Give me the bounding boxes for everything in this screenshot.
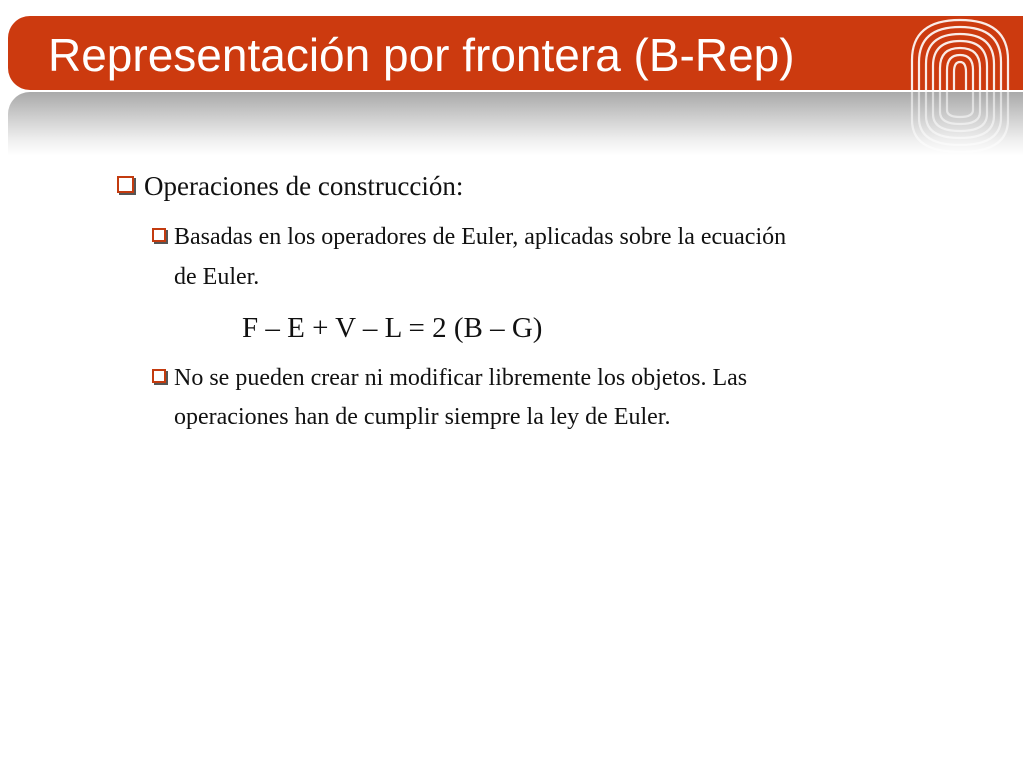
slide-title: Representación por frontera (B-Rep): [48, 29, 795, 81]
sub-bullet-1-line2: de Euler.: [174, 264, 260, 290]
euler-equation: F – E + V – L = 2 (B – G): [242, 312, 543, 344]
sub-bullet-2-line1: No se pueden crear ni modificar libremente los objetos. Las: [174, 365, 748, 391]
checkbox-bullet-icon: [152, 228, 166, 242]
checkbox-bullet-icon: [117, 176, 134, 193]
checkbox-bullet-icon: [152, 369, 166, 383]
sub-bullet-2-line2: operaciones han de cumplir siempre la ley de Euler.: [174, 404, 671, 430]
sub-bullet-1-line1: Basadas en los operadores de Euler, aplicadas sobre la ecuación: [174, 224, 787, 250]
bullet-level1-text: Operaciones de construcción:: [144, 171, 464, 201]
